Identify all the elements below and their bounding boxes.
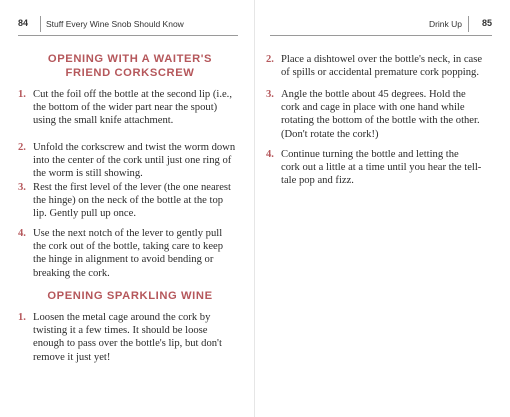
right-head-separator	[468, 16, 469, 32]
step-number: 4.	[266, 149, 274, 160]
page-gutter	[254, 0, 255, 417]
step-line: twisting it a few times. It should be loose	[33, 325, 208, 337]
step-line: the hinge in alignment to avoid bending or	[33, 254, 214, 266]
step-line: Cut the foil off the bottle at the second lip (i.e.,	[33, 89, 232, 100]
step-line: using the small knife attachment.	[33, 115, 174, 127]
left-running-title: Stuff Every Wine Snob Should Know	[46, 19, 184, 29]
step-line: tale pop and fizz.	[281, 175, 354, 187]
step-line: Unfold the corkscrew and twist the worm down	[33, 142, 236, 153]
step-line: Continue turning the bottle and letting the	[281, 149, 459, 160]
left-head-separator	[40, 16, 41, 32]
step-line: enough to pass over the bottle's lip, but don't	[33, 338, 222, 350]
step-line: (Don't rotate the cork!)	[281, 128, 379, 140]
step-number: 3.	[266, 89, 274, 100]
step-line: the hinge) on the neck of the bottle at the top	[33, 195, 224, 207]
step-line: of spills or accidental premature cork popping.	[281, 67, 479, 79]
step-line: breaking the cork.	[33, 267, 110, 279]
step-line: Loosen the metal cage around the cork by	[33, 312, 211, 323]
step-line: cork and cage in place with one hand while	[281, 102, 465, 114]
step-line: Angle the bottle about 45 degrees. Hold the	[281, 89, 466, 100]
step-number: 3.	[18, 182, 26, 193]
step-number: 1.	[18, 312, 26, 323]
section-heading-sparkling-wine	[20, 289, 240, 303]
step-line: the bottom of the wider part near the spout)	[33, 102, 218, 114]
step-line: rotating the bottom of the bottle with the other.	[281, 115, 480, 127]
left-page-number: 84	[18, 18, 29, 28]
step-line: Use the next notch of the lever to gently pull	[33, 228, 223, 239]
step-line: Rest the first level of the lever (the one nearest	[33, 182, 231, 193]
heading-line: OPENING SPARKLING WINE	[47, 290, 213, 302]
right-running-title: Drink Up	[428, 19, 462, 29]
step-line: into the center of the cork until just one ring of	[33, 155, 232, 167]
step-line: the cork out of the bottle, taking care to keep	[33, 241, 224, 253]
heading-line: OPENING WITH A WAITER'S	[47, 53, 213, 65]
step-number: 4.	[18, 228, 26, 239]
right-page-number: 85	[481, 18, 492, 28]
step-line: the worm is still showing.	[33, 168, 143, 180]
step-number: 2.	[18, 142, 26, 153]
heading-line: FRIEND CORKSCREW	[65, 67, 195, 79]
right-head-rule	[270, 35, 492, 36]
step-number: 2.	[266, 54, 274, 65]
section-heading-waiters-friend	[20, 52, 240, 80]
right-running-head	[270, 18, 492, 34]
step-line: lip. Gently pull up once.	[33, 208, 136, 220]
step-line: cork out a little at a time until you hear the tell-	[281, 162, 482, 174]
step-number: 1.	[18, 89, 26, 100]
left-head-rule	[18, 35, 238, 36]
step-line: remove it just yet!	[33, 351, 111, 363]
step-line: Place a dishtowel over the bottle's neck, in case	[281, 54, 483, 65]
left-running-head	[18, 18, 238, 34]
